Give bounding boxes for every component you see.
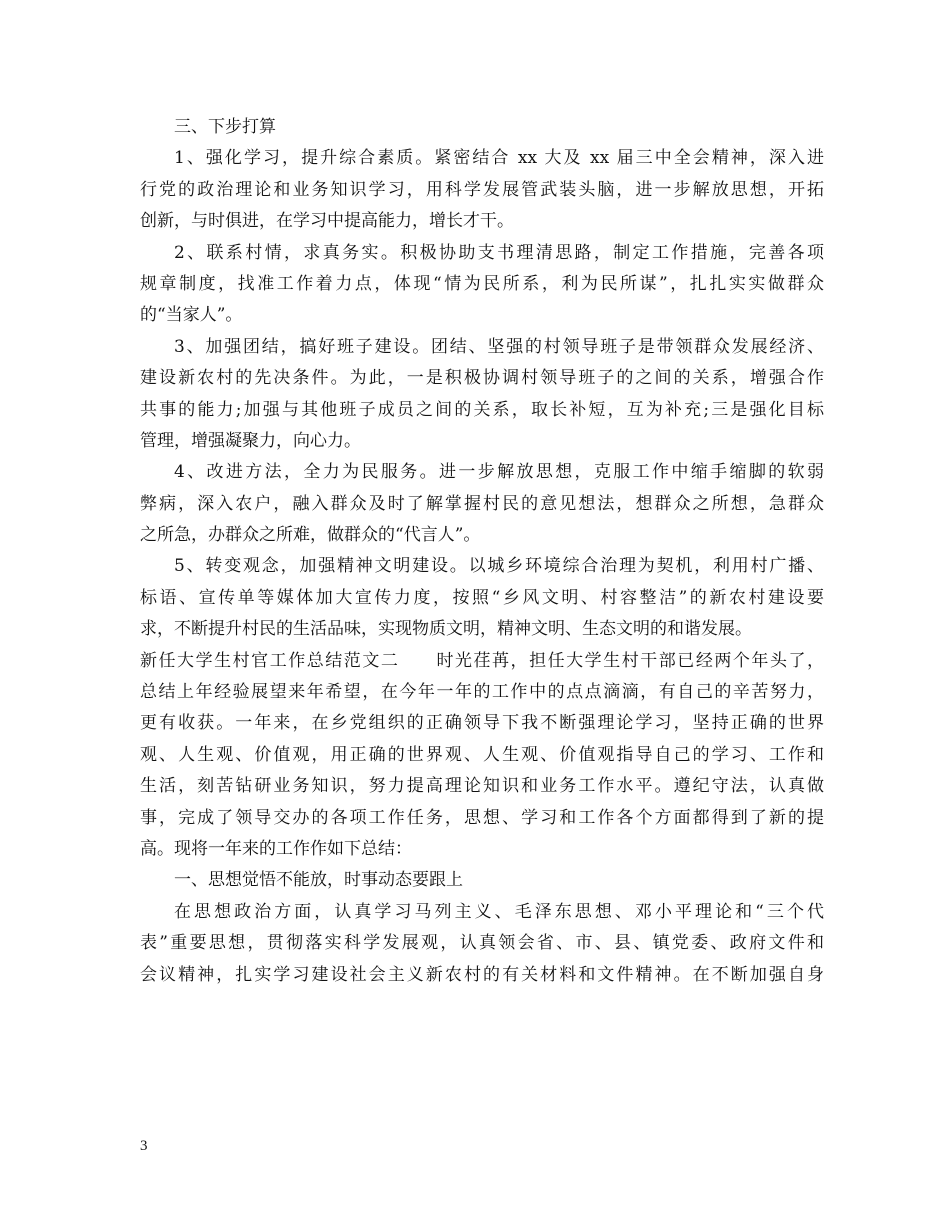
page-number: 3 bbox=[140, 1138, 148, 1154]
paragraph-line: 行党的政治理论和业务知识学习，用科学发展管武装头脑，进一步解放思想，开拓 bbox=[140, 179, 824, 200]
paragraph-line: 更有收获。一年来，在乡党组织的正确领导下我不断强理论学习，坚持正确的世界 bbox=[140, 713, 824, 734]
paragraph-line: 在思想政治方面，认真学习马列主义、毛泽东思想、邓小平理论和“三个代 bbox=[174, 901, 824, 922]
paragraph-line: 表”重要思想，贯彻落实科学发展观，认真领会省、市、县、镇党委、政府文件和 bbox=[140, 933, 824, 954]
paragraph-line: 生活，刻苦钻研业务知识，努力提高理论知识和业务工作水平。遵纪守法，认真做 bbox=[140, 776, 824, 797]
paragraph-line: 求，不断提升村民的生活品味，实现物质文明，精神文明、生态文明的和谐发展。 bbox=[140, 619, 752, 640]
section-heading: 一、思想觉悟不能放，时事动态要跟上 bbox=[174, 870, 463, 891]
paragraph-line: 4、改进方法，全力为民服务。进一步解放思想，克服工作中缩手缩脚的软弱 bbox=[174, 462, 824, 483]
paragraph-line: 新任大学生村官工作总结范文二 时光荏苒，担任大学生村干部已经两个年头了， bbox=[140, 650, 824, 671]
paragraph-line: 弊病，深入农户，融入群众及时了解掌握村民的意见想法，想群众之所想，急群众 bbox=[140, 493, 824, 514]
paragraph-line: 创新，与时俱进，在学习中提高能力，增长才干。 bbox=[140, 211, 514, 232]
paragraph-line: 2、联系村情，求真务实。积极协助支书理清思路，制定工作措施，完善各项 bbox=[174, 242, 824, 263]
paragraph-line: 之所急，办群众之所难，做群众的“代言人”。 bbox=[140, 525, 481, 546]
paragraph-line: 1、强化学习，提升综合素质。紧密结合 xx 大及 xx 届三中全会精神，深入进 bbox=[174, 148, 824, 169]
paragraph-line: 标语、宣传单等媒体加大宣传力度，按照“乡风文明、村容整洁”的新农村建设要 bbox=[140, 587, 824, 608]
paragraph-line: 的“当家人”。 bbox=[140, 305, 243, 326]
paragraph-line: 观、人生观、价值观，用正确的世界观、人生观、价值观指导自己的学习、工作和 bbox=[140, 744, 824, 765]
paragraph-line: 规章制度，找准工作着力点，体现“情为民所系，利为民所谋”，扎扎实实做群众 bbox=[140, 273, 824, 294]
paragraph-line: 建设新农村的先决条件。为此，一是积极协调村领导班子的之间的关系，增强合作 bbox=[140, 368, 824, 389]
document-body bbox=[140, 112, 824, 991]
paragraph-line: 管理，增强凝聚力，向心力。 bbox=[140, 430, 361, 451]
paragraph-line: 5、转变观念，加强精神文明建设。以城乡环境综合治理为契机，利用村广播、 bbox=[174, 556, 824, 577]
paragraph-line: 事，完成了领导交办的各项工作任务，思想、学习和工作各个方面都得到了新的提 bbox=[140, 807, 824, 828]
paragraph-line: 会议精神，扎实学习建设社会主义新农村的有关材料和文件精神。在不断加强自身 bbox=[140, 964, 824, 985]
paragraph-line: 高。现将一年来的工作作如下总结： bbox=[140, 838, 412, 859]
paragraph-line: 总结上年经验展望来年希望，在今年一年的工作中的点点滴滴，有自己的辛苦努力， bbox=[140, 682, 824, 703]
paragraph-line: 共事的能力;加强与其他班子成员之间的关系，取长补短，互为补充;三是强化目标 bbox=[140, 399, 824, 420]
section-heading: 三、下步打算 bbox=[174, 117, 276, 137]
paragraph-line: 3、加强团结，搞好班子建设。团结、坚强的村领导班子是带领群众发展经济、 bbox=[174, 336, 824, 357]
